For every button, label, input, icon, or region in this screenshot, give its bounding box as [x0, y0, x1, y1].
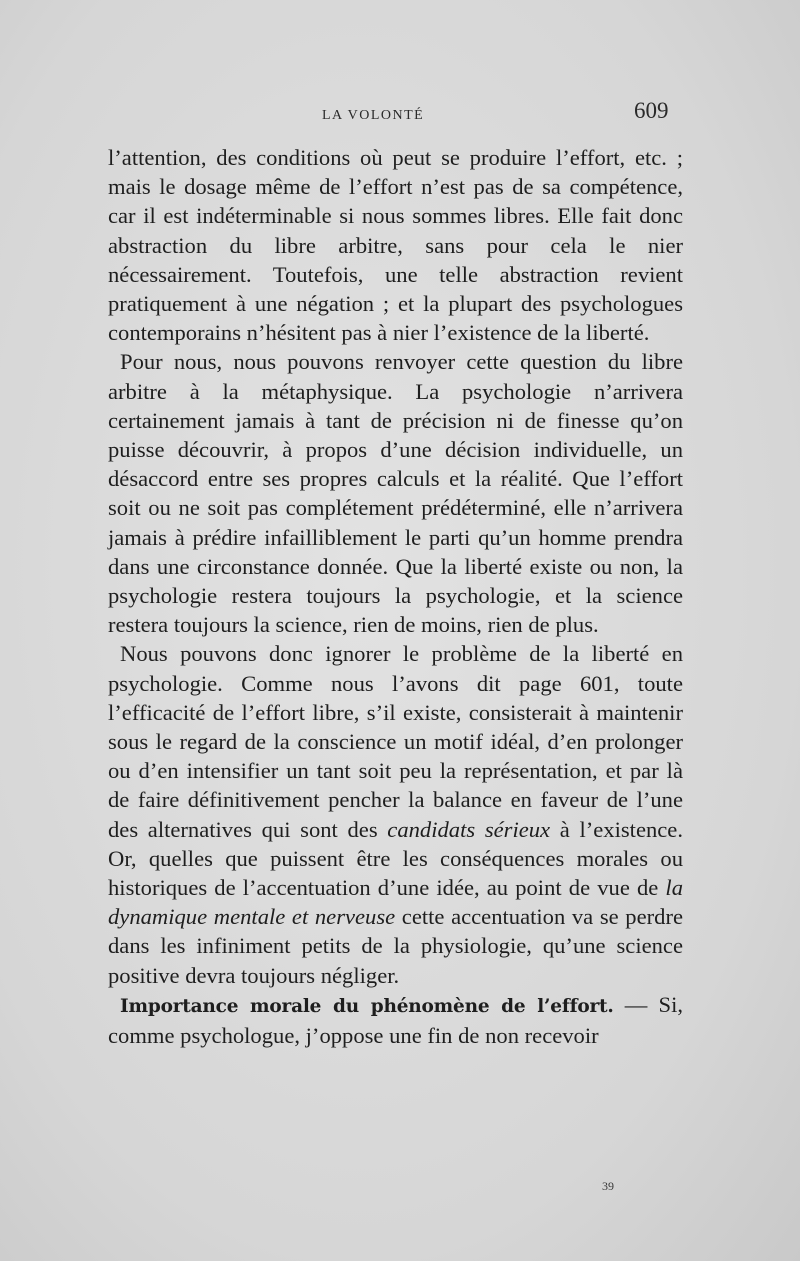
paragraph-4-text: — Si, comme psychologue, j’oppose une fin de non recevoir: [108, 991, 683, 1049]
paragraph-4: [108, 990, 683, 1050]
paragraph-3-part-2: à l’existence. Or, quelles que puissent être les conséquences morales ou historiques de l’accentuation d’une idée, au point de vue de: [108, 816, 683, 901]
paragraph-1: l’attention, des conditions où peut se produire l’effort, etc. ; mais le dosage même de l’effort n’est pas de sa compétence, car il est indéterminable si nous sommes libres. Elle fait donc abstraction du libre arbitre, sans pour cela le nier nécessairement. Toutefois, une telle abstraction revient pratiquement à une négation ; et la plupart des psychologues contemporains n’hésitent pas à nier l’existence de la liberté.: [108, 145, 683, 346]
running-title: LA VOLONTÉ: [322, 108, 425, 123]
paragraph-3: [108, 639, 683, 989]
paragraph-3-part-1: Nous pouvons donc ignorer le problème de la liberté en psychologie. Comme nous l’avons dit page 601, toute l’efficacité de l’effort libre, s’il existe, consisterait à maintenir sous le regard de la conscience un motif idéal, d’en prolonger ou d’en intensifier un tant soit peu la représentation, et par là de faire définitivement pencher la balance en faveur de l’une des alternatives qui sont des: [108, 641, 683, 842]
body-text: [108, 143, 683, 1050]
paragraph-2: Pour nous, nous pouvons renvoyer cette question du libre arbitre à la métaphysique. La psychologie n’arrivera certainement jamais à tant de précision ni de finesse qu’on puisse découvrir, à propos d’une décision individuelle, un désaccord entre ses propres calculs et la réalité. Que l’effort soit ou ne soit pas complétement prédéterminé, elle n’arrivera jamais à prédire infailliblement le parti qu’un homme prendra dans une circonstance donnée. Que la liberté existe ou non, la psychologie restera toujours la psychologie, et la science restera toujours la science, rien de moins, rien de plus.: [108, 349, 683, 638]
page-number: 609: [634, 98, 669, 123]
paragraph-3-part-3: cette accentuation va se perdre dans les infiniment petits de la physiologie, qu’une science positive devra toujours négliger.: [108, 904, 683, 988]
italic-phrase-candidats: candidats sérieux: [387, 816, 551, 842]
section-run-in-heading: Importance morale du phénomène de l’effort.: [120, 995, 614, 1017]
italic-phrase-dynamique: la dynamique mentale et nerveuse: [108, 875, 683, 930]
signature-mark: 39: [602, 1179, 614, 1193]
